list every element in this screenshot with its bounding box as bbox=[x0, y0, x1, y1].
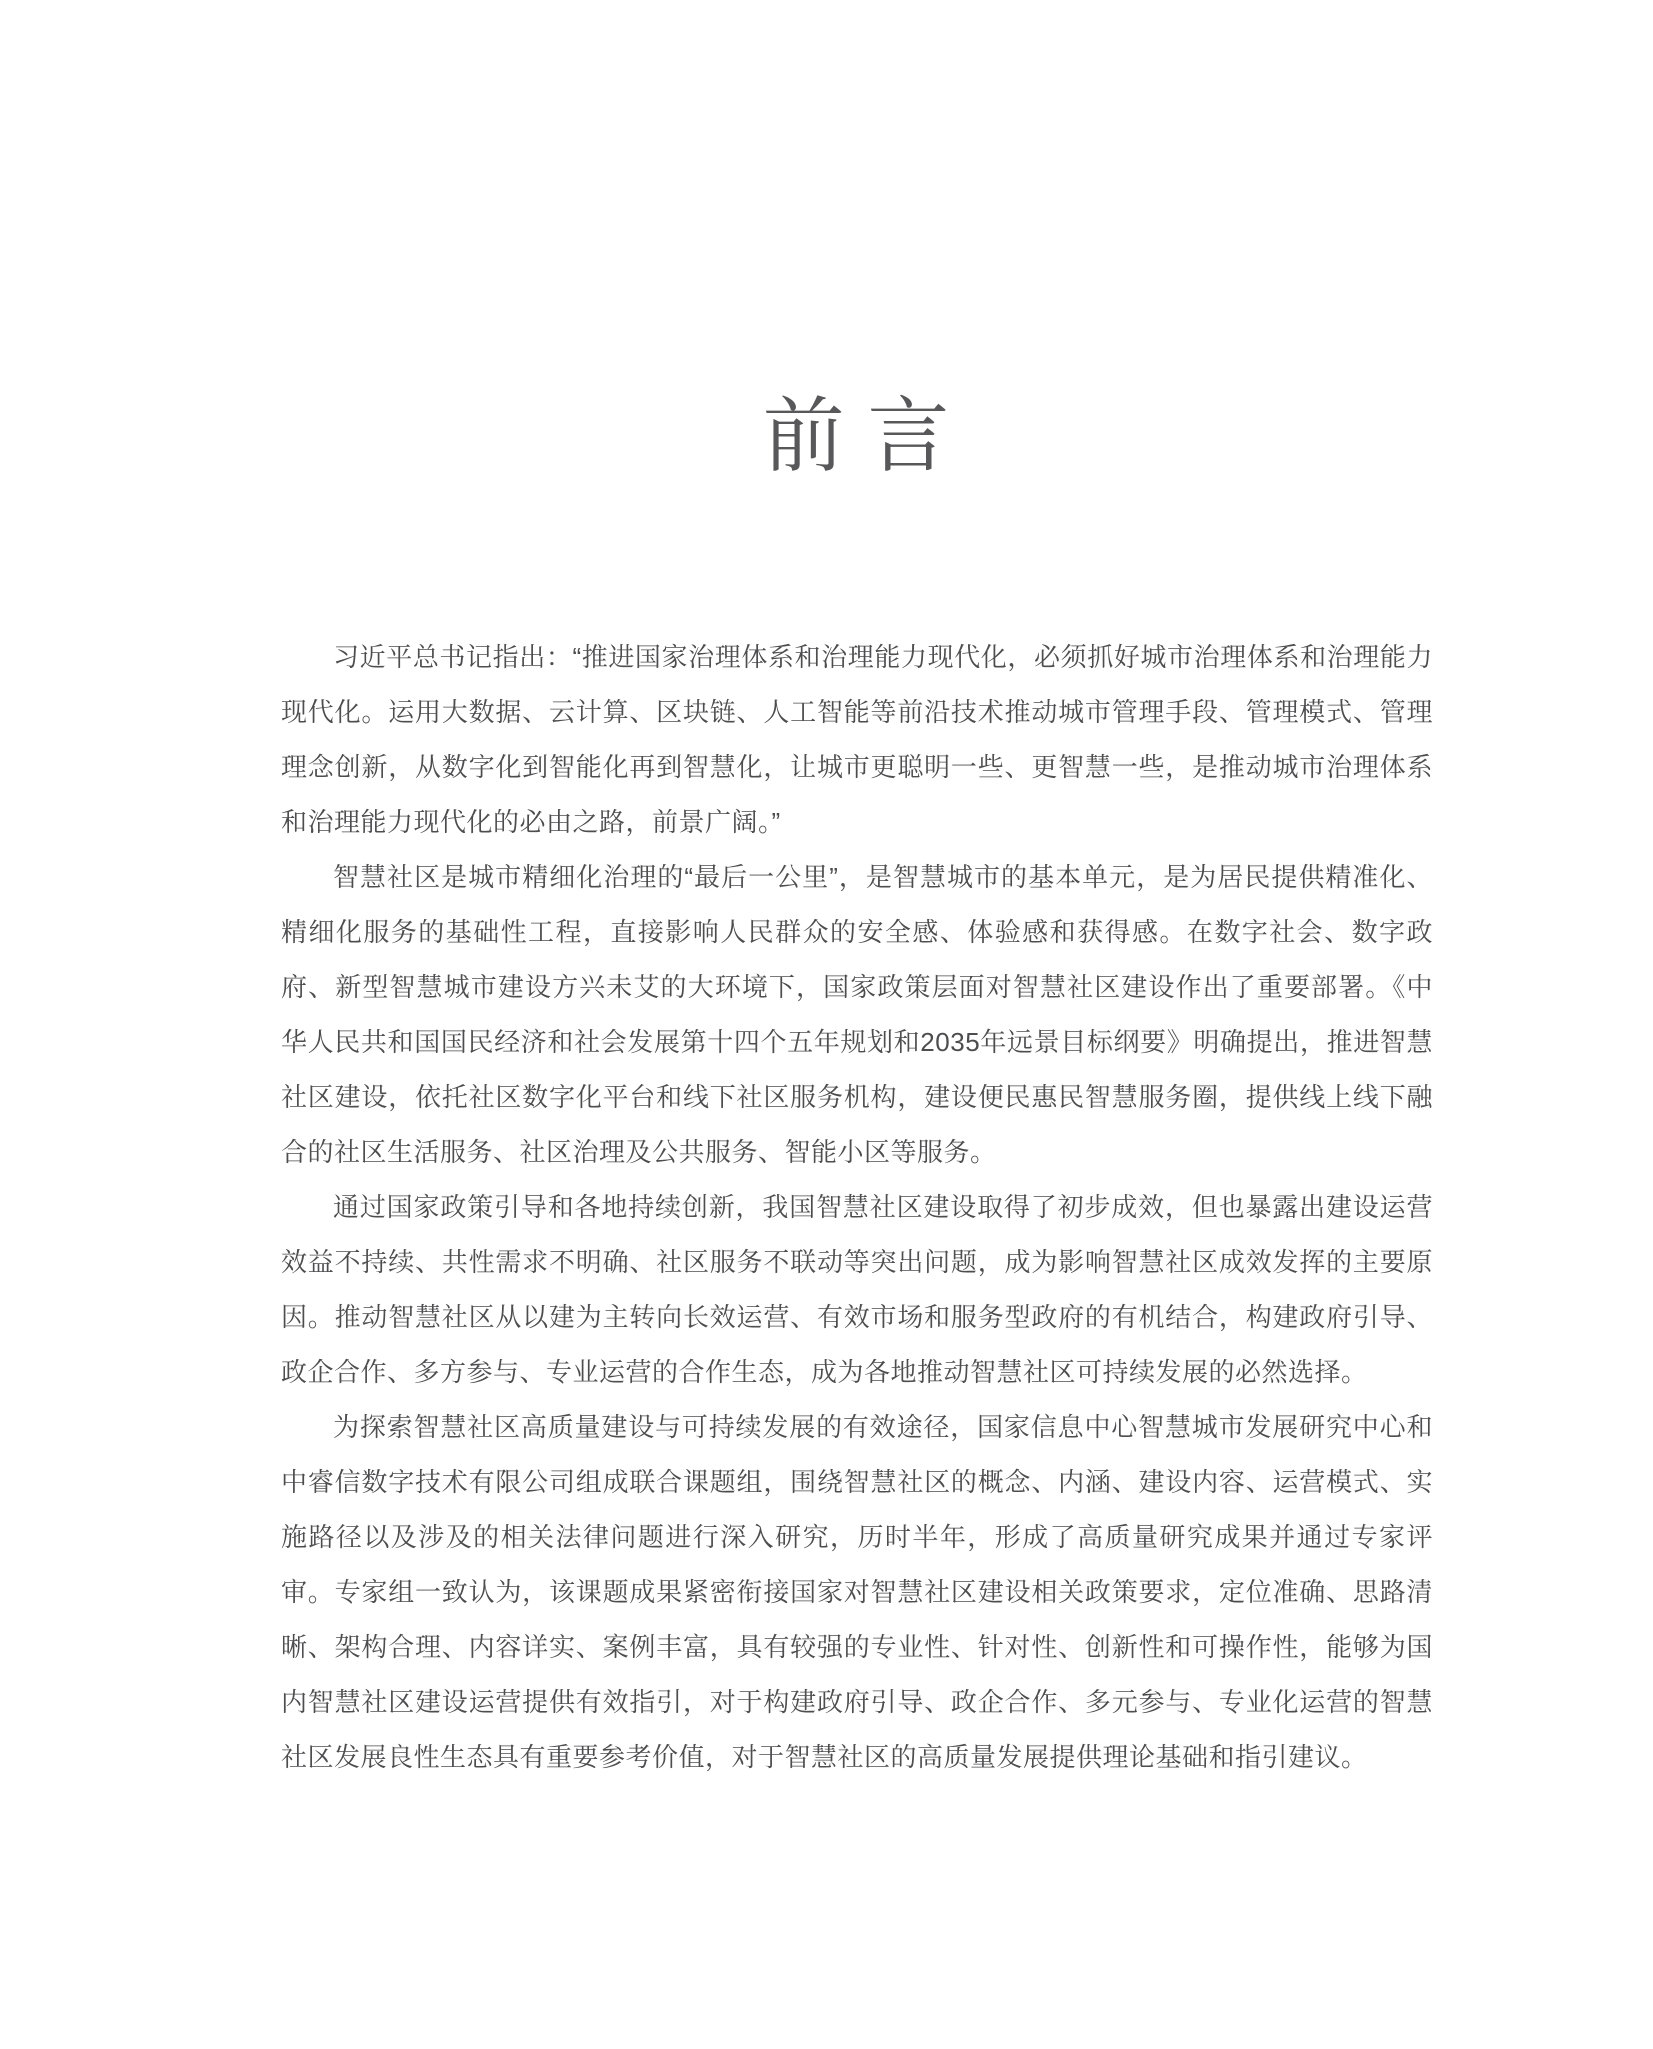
preface-paragraph-2: 智慧社区是城市精细化治理的“最后一公里”，是智慧城市的基本单元，是为居民提供精准化、精细化服务的基础性工程，直接影响人民群众的安全感、体验感和获得感。在数字社会、数字政府、新型智慧城市建设方兴未艾的大环境下，国家政策层面对智慧社区建设作出了重要部署。《中华人民共和国国民经济和社会发展第十四个五年规划和2035年远景目标纲要》明确提出，推进智慧社区建设，依托社区数字化平台和线下社区服务机构，建设便民惠民智慧服务圈，提供线上线下融合的社区生活服务、社区治理及公共服务、智能小区等服务。 bbox=[281, 862, 1433, 1167]
page-title: 前 言 bbox=[762, 391, 950, 482]
preface-paragraph-3: 通过国家政策引导和各地持续创新，我国智慧社区建设取得了初步成效，但也暴露出建设运营效益不持续、共性需求不明确、社区服务不联动等突出问题，成为影响智慧社区成效发挥的主要原因。推动智慧社区从以建为主转向长效运营、有效市场和服务型政府的有机结合，构建政府引导、政企合作、多方参与、专业运营的合作生态，成为各地推动智慧社区可持续发展的必然选择。 bbox=[281, 1192, 1433, 1387]
preface-paragraph-1: 习近平总书记指出：“推进国家治理体系和治理能力现代化，必须抓好城市治理体系和治理能力现代化。运用大数据、云计算、区块链、人工智能等前沿技术推动城市管理手段、管理模式、管理理念创新，从数字化到智能化再到智慧化，让城市更聪明一些、更智慧一些，是推动城市治理体系和治理能力现代化的必由之路，前景广阔。” bbox=[281, 642, 1433, 837]
preface-content bbox=[281, 630, 1433, 1785]
preface-paragraph-4: 为探索智慧社区高质量建设与可持续发展的有效途径，国家信息中心智慧城市发展研究中心和中睿信数字技术有限公司组成联合课题组，围绕智慧社区的概念、内涵、建设内容、运营模式、实施路径以及涉及的相关法律问题进行深入研究，历时半年，形成了高质量研究成果并通过专家评审。专家组一致认为，该课题成果紧密衔接国家对智慧社区建设相关政策要求，定位准确、思路清晰、架构合理、内容详实、案例丰富，具有较强的专业性、针对性、创新性和可操作性，能够为国内智慧社区建设运营提供有效指引，对于构建政府引导、政企合作、多元参与、专业化运营的智慧社区发展良性生态具有重要参考价值，对于智慧社区的高质量发展提供理论基础和指引建议。 bbox=[281, 1412, 1433, 1772]
